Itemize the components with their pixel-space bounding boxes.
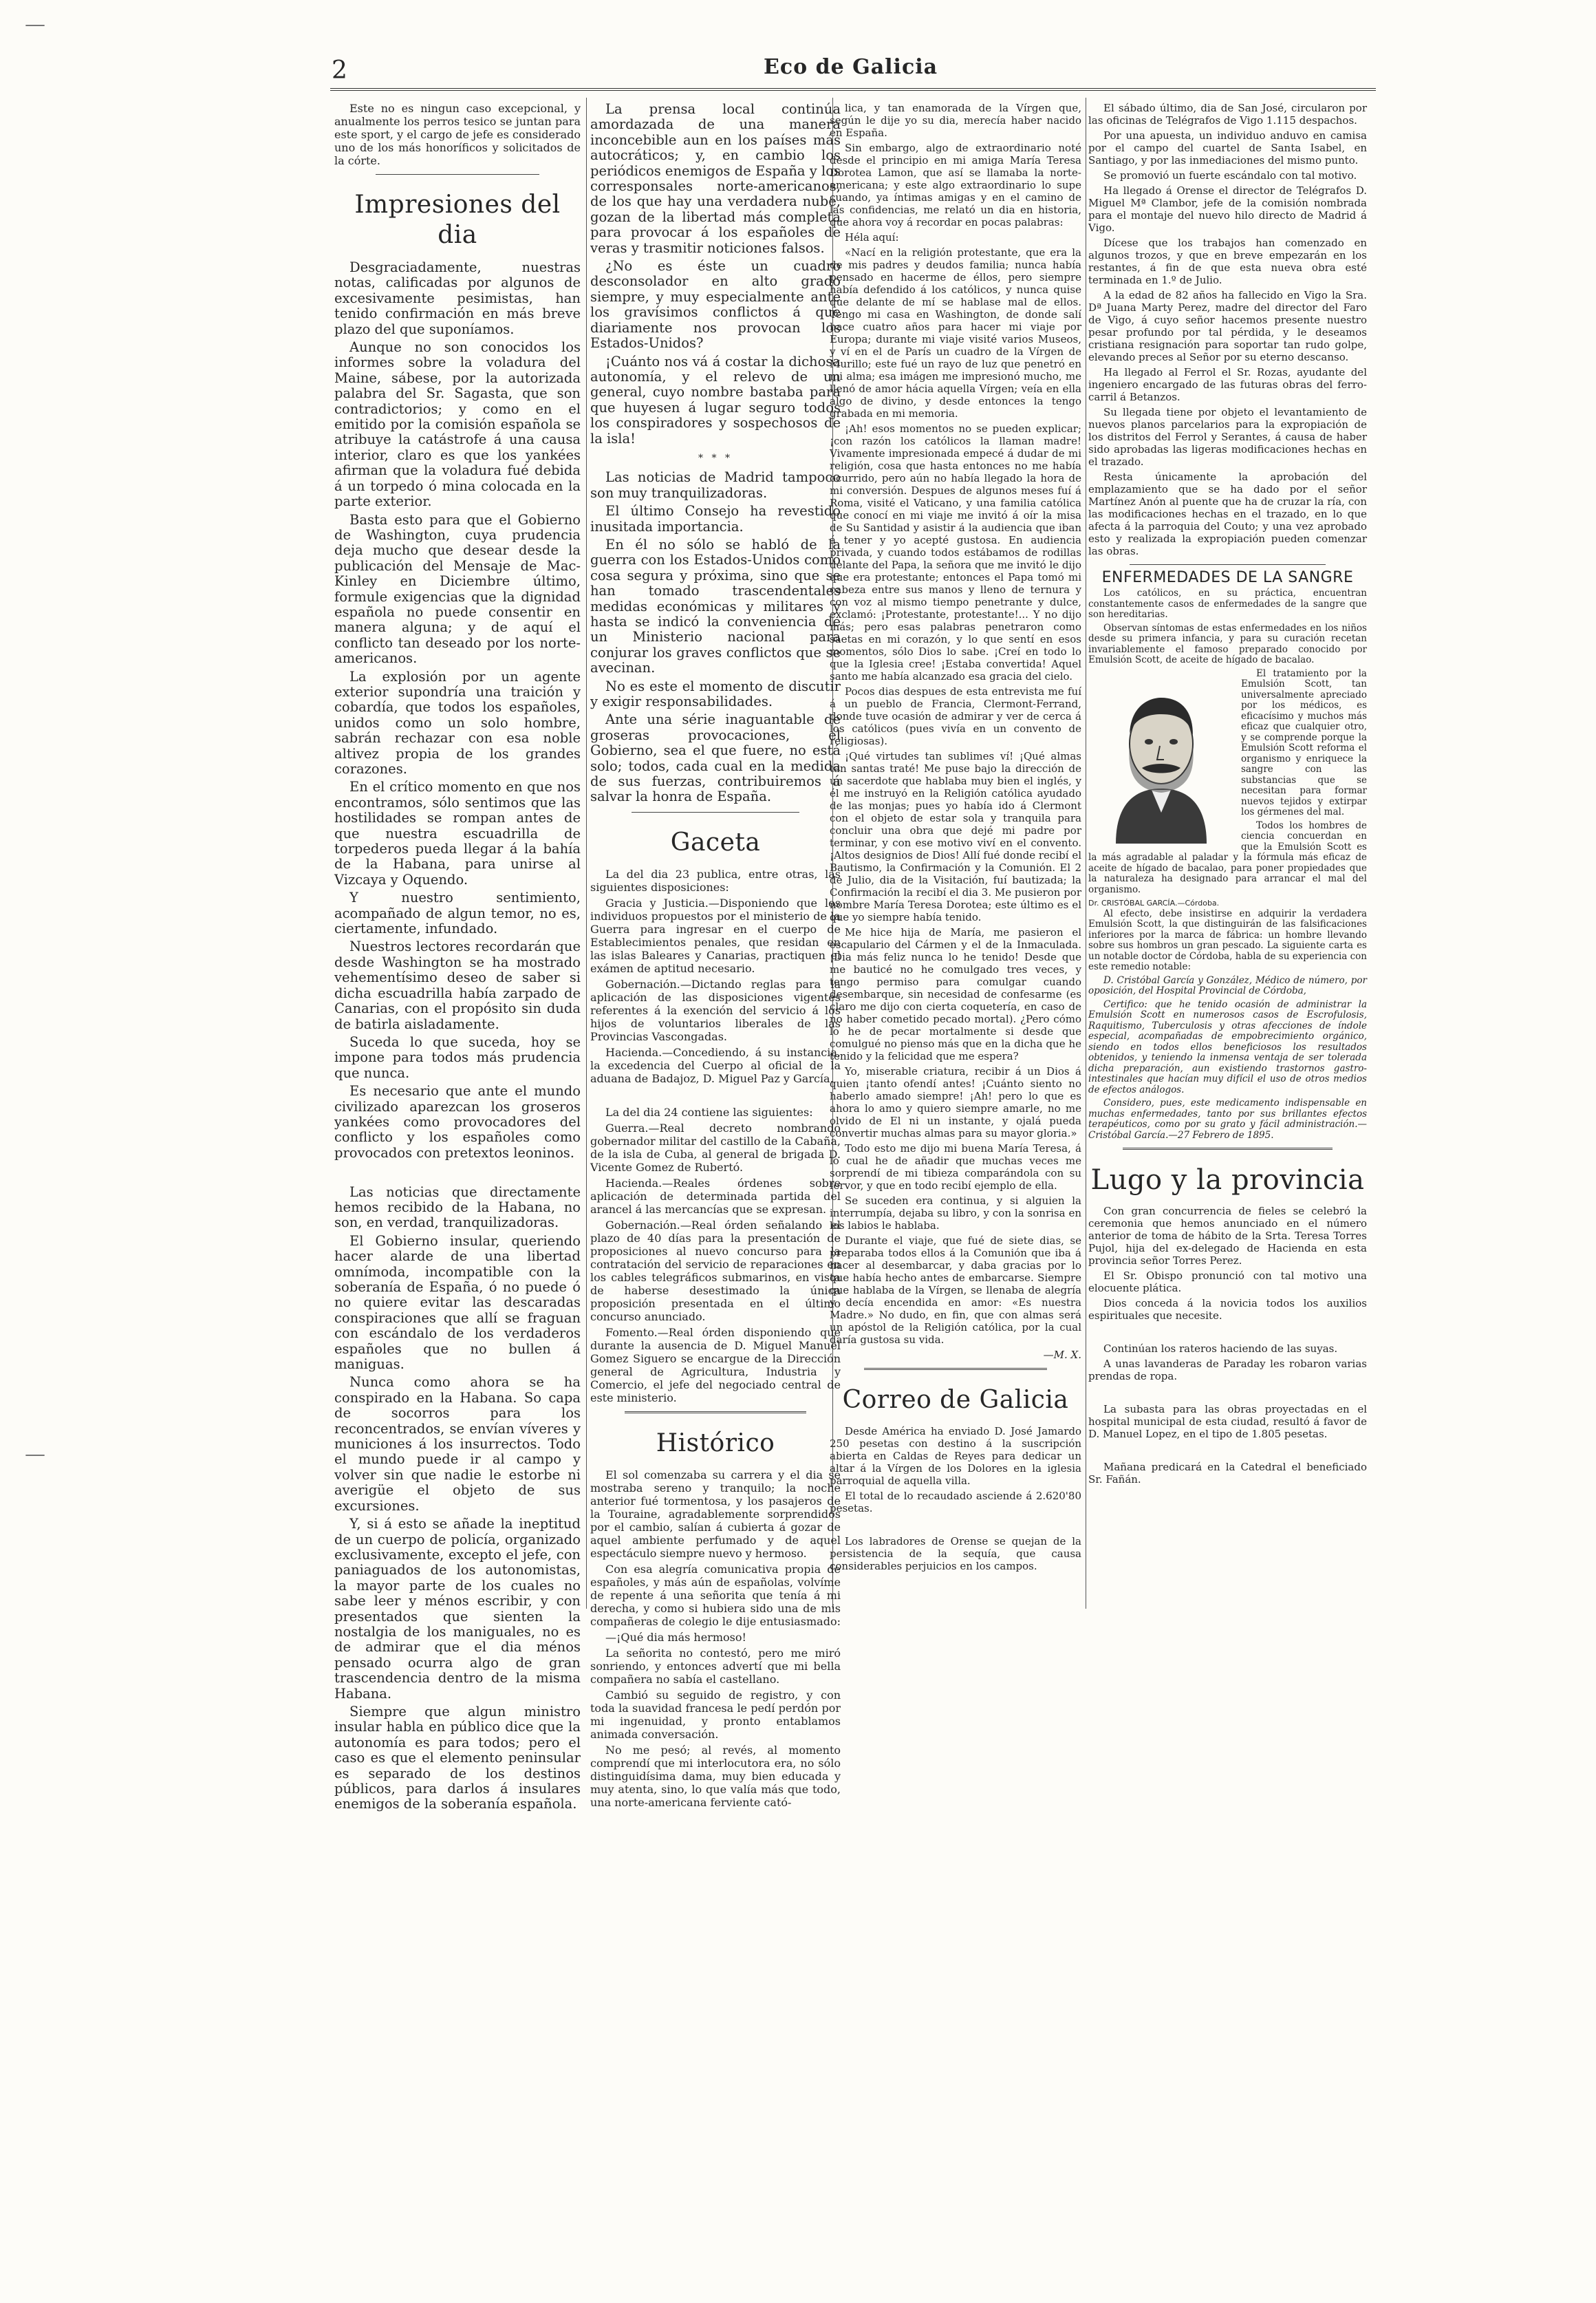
story-paragraph: Pocos dias despues de esta entrevista me fuí á un pueblo de Francia, Clermont-Ferrand, donde tuve ocasión de admirar y ver de cerca á los católicos (pues vivía en un convento de religiosas). — [830, 685, 1081, 747]
story-paragraph: Yo, miserable criatura, recibir á un Dios á quien ¡tanto ofendí antes! ¡Cuánto siento no haberlo amado siempre! ¡Ah! pero lo que es ahora lo amo y quiero siempre amarle, no me olvido de El ni un instante, y ojalá pueda convertir muchas almas para su mayor gloria.» — [830, 1065, 1081, 1139]
news-paragraph: Ha llegado al Ferrol el Sr. Rozas, ayudante del ingeniero encargado de las futuras obras del ferro-carril á Betanzos. — [1088, 366, 1367, 403]
correo-paragraph: Desde América ha enviado D. José Jamardo 250 pesetas con destino á la suscripción abierta en Caldas de Reyes para dedicar un altar á la Vírgen de los Dolores en la iglesia parroquial de aquella villa. — [830, 1425, 1081, 1487]
section-rule — [1123, 1148, 1333, 1150]
intro-paragraph: Este no es ningun caso excepcional, y anualmente los perros tesico se juntan para este sport, y el cargo de jefe es considerado uno de los más honoríficos y solicitados de la córte. — [334, 102, 581, 167]
correo-paragraph: El total de lo recaudado asciende á 2.620'80 pesetas. — [830, 1490, 1081, 1514]
article-paragraph: Aunque no son conocidos los informes sobre la voladura del Maine, sábese, por la autorizada palabra del Sr. Sagasta, que son contradictorios; y como en el emitido por la comisión española se atribuye la catástrofe á una causa interior, claro es que los yankées afirman que la voladura fué debida á un torpedo ó mina colocada en la parte exterior. — [334, 339, 581, 510]
article-paragraph: El último Consejo ha revestido inusitada importancia. — [590, 503, 841, 535]
article-paragraph: Ante una série inaguantable de groseras provocaciones, el Gobierno, sea el que fuere, no está solo; todos, cada cual en la medida de sus fuerzas, contribuiremos á salvar la honra de España. — [590, 711, 841, 805]
news-paragraph: Dícese que los trabajos han comenzado en algunos trozos, y que en breve empezarán en los restantes, á fin de que esta nueva obra esté terminada en 1.º de Julio. — [1088, 237, 1367, 286]
article-paragraph: Es necesario que ante el mundo civilizado aparezcan los groseros yankées como provocadores del conflicto y los españoles como provocados con pretextos leoninos. — [334, 1083, 581, 1161]
historico-block — [590, 1468, 841, 1809]
lugo-paragraph: Dios conceda á la novicia todos los auxilios espirituales que necesite. — [1088, 1297, 1367, 1322]
separator — [830, 1519, 1081, 1531]
stars-separator: * * * — [698, 452, 733, 464]
lugo-paragraph: A unas lavanderas de Paraday les robaron varias prendas de ropa. — [1088, 1358, 1367, 1382]
margin-mark-bottom: — — [25, 1442, 45, 1466]
historico-paragraph: Cambió su seguido de registro, y con toda la suavidad francesa le pedí perdón por mi ingenuidad, y pronto entablamos animada conversación. — [590, 1688, 841, 1741]
article-paragraph: Y, si á esto se añade la ineptitud de un cuerpo de policía, organizado exclusivamente, excepto el jefe, con paniaguados de los autonomistas, la mayor parte de los cuales no sabe leer y ménos escribir, y con presentados que sienten la nostalgia de los maniguales, no es de admirar que el dia ménos pensado ocurra algo de gran trascendencia dentro de la misma Habana. — [334, 1516, 581, 1702]
lugo-paragraph: El Sr. Obispo pronunció con tal motivo una elocuente plática. — [1088, 1270, 1367, 1294]
section-title-historico: Histórico — [656, 1428, 775, 1457]
story-paragraph: Todo esto me dijo mi buena María Teresa, á lo cual he de añadir que muchas veces me sorprendí de mi tibieza comparándola con su fervor, y que en todo recibí ejemplo de ella. — [830, 1142, 1081, 1192]
separator — [1088, 1386, 1367, 1399]
gaceta-paragraph: Hacienda.—Reales órdenes sobre aplicación de determinada partida del arancel á las mercancías que se expresan. — [590, 1176, 841, 1216]
ad-block — [1088, 588, 1367, 1141]
gaceta-block — [590, 868, 841, 1404]
article-paragraph: La explosión por un agente exterior supondría una traición y cobardía, que todos los españoles, unidos como un solo hombre, sabrán rechazar con esa noble altivez propia de los grandes corazones. — [334, 668, 581, 777]
ad-paragraph: Los católicos, en su práctica, encuentran constantemente casos de enfermedades de la sangre que son hereditarias. — [1088, 588, 1367, 620]
gaceta-paragraph: Gracia y Justicia.—Disponiendo que los individuos propuestos por el ministerio de la Guerra para ingresar en el cuerpo de Establecimientos penales, que residan en las islas Baleares y Canarias, practiquen el exámen de aptitud necesario. — [590, 896, 841, 975]
section-rule — [864, 1368, 1047, 1370]
section-title-lugo: Lugo y la provincia — [1090, 1164, 1365, 1196]
masthead: Eco de Galicia — [764, 55, 938, 79]
column-divider-1 — [586, 98, 587, 1609]
gaceta-paragraph: Guerra.—Real decreto nombrando gobernador militar del castillo de la Cabaña, de la isla de Cuba, al general de brigada D. Vicente Gomez de Rubertó. — [590, 1121, 841, 1174]
article-paragraph: Las noticias que directamente hemos recibido de la Habana, no son, en verdad, tranquilizadoras. — [334, 1183, 581, 1231]
lugo-paragraph: La subasta para las obras proyectadas en el hospital municipal de esta ciudad, resultó á favor de D. Manuel Lopez, en el tipo de 1.805 pesetas. — [1088, 1403, 1367, 1440]
ad-paragraph: El tratamiento por la Emulsión Scott, tan universalmente apreciado por los médicos, es eficacísimo y muchos más eficaz que cualquier otro, y se comprende porque la Emulsión Scott reforma el organismo y enriquece la sangre con las substancias que se necesitan para formar nuevos tejidos y extirpar los gérmenes del mal. — [1241, 667, 1367, 817]
section-rule — [632, 812, 799, 813]
story-paragraph: Durante el viaje, que fué de siete dias, se preparaba todos ellos á la Comunión que iba á hacer al desembarcar, y daba gracias por lo que había hecho antes de embarcarse. Siempre que hablaba de la Vírgen, se llenaba de alegría y decía encendida en amor: «Es nuestra Madre.» No dudo, en fin, que con almas será un apóstol de la Religión católica, por la cual daría gustosa su vida. — [830, 1234, 1081, 1346]
ad-title: ENFERMEDADES DE LA SANGRE — [1101, 569, 1354, 586]
column-2 — [590, 101, 841, 1809]
article-paragraph: Siempre que algun ministro insular habla en público dice que la autonomía es para todos; pero el caso es que el elemento peninsular es separado de los destinos públicos, para darlos á insulares enemigos de la soberanía española. — [334, 1703, 581, 1812]
historico-paragraph: Con esa alegría comunicativa propia de españoles, y más aún de españolas, volvíme de repente á una señorita que tenía á mi derecha, y como si hubiera sido una de mis compañeras de colegio le dije entusiasmado: — [590, 1562, 841, 1628]
story-paragraph: Me hice hija de María, me pasieron el escapulario del Cármen y el de la Inmaculada. ¡Dia más feliz nunca lo he tenido! Desde que me bauticé no he comulgado tres veces, y tengo permiso para comulgar cuando desembarque, sin necesidad de confesarme (es claro me dijo con cierta coquetería, en caso de no haber cometido pecado mortal). ¿Pero cómo lo he de pecar mortalmente si desde que comulgué no pienso más que en la dicha que he tenido y la felicidad que me espera? — [830, 926, 1081, 1062]
article-paragraph: Nunca como ahora se ha conspirado en la Habana. So capa de socorros para los reconcentrados, se envían víveres y municiones á los insurrectos. Todo el mundo puede ir al campo y volver sin que nadie le estorbe ni averigüe el objeto de sus excursiones. — [334, 1374, 581, 1514]
separator — [334, 1165, 581, 1180]
article-paragraph: No es este el momento de discutir y exigir responsabilidades. — [590, 678, 841, 710]
story-paragraph: «Nací en la religión protestante, que era la de mis padres y deudos familia; nunca había pensado en hacerme de éllos, pero siempre había defendido á los católicos, y nunca quise que delante de mí se hablase mal de ellos. Tengo mi casa en Washington, de donde salí hace cuatro años para hacer mi viaje por Europa; durante mi viaje visité varios Museos, y ví en el de París un cuadro de la Vírgen de Murillo; este fué un rayo de luz que penetró en mi alma; esa imágen me impresionó mucho, me llenó de amor hácia aquella Vírgen; veía en ella algo de divino, y desde entonces la tengo grabada en mi memoria. — [830, 246, 1081, 420]
portrait-caption: Dr. CRISTÓBAL GARCÍA.—Córdoba. — [1088, 899, 1220, 908]
news-paragraph: El sábado último, dia de San José, circularon por las oficinas de Telégrafos de Vigo 1.115 despachos. — [1088, 102, 1367, 127]
article-paragraph: El Gobierno insular, queriendo hacer alarde de una libertad omnímoda, incompatible con la soberanía de España, ó no puede ó no quiere evitar las descaradas conspiraciones que allí se fraguan con escándalo de los verdaderos españoles que no bullen á maniguas. — [334, 1232, 581, 1373]
story-paragraph: ¡Ah! esos momentos no se pueden explicar; ¡con razón los católicos la llaman madre! Vivamente impresionada empecé á dudar de mi religión, cosa que hasta entonces no me había ocurrido, pero aún no había llegado la hora de mi conversión. Despues de algunos meses fuí á Roma, visité el Vaticano, y una familia católica que conocí en mi viaje me invitó á oír la misa de Su Santidad y asistir á la audiencia que iban á tener y yo acepté gustosa. En audiencia privada, y cuando todos estábamos de rodillas delante del Papa, la señora que me invitó le dijo que era protestante; entonces el Papa tomó mi cabeza entre sus manos y lleno de ternura y con voz al mismo tiempo penetrante y dulce, exclamó: ¡Protestante, protestante!... Y no dijo más; pero esas palabras penetraron como saetas en mi corazón, y lo que sentí en esos momentos, sólo Dios lo sabe. ¡Creí en todo lo que la Iglesia cree! ¡Estaba convertida! Aquel santo me había alcanzado esa gracia del cielo. — [830, 422, 1081, 683]
gaceta-paragraph: Gobernación.—Real órden señalando el plazo de 40 días para la presentación de proposiciones al nuevo concurso para la contratación del servicio de reparaciones en los cables telegráficos submarinos, en vista de haberse desestimado la única proposición presentada en el último concurso anunciado. — [590, 1218, 841, 1323]
story-paragraph: lica, y tan enamorada de la Vírgen que, según le dije yo su dia, merecía haber nacido en España. — [830, 102, 1081, 139]
page-number: 2 — [332, 56, 347, 85]
section-title-gaceta: Gaceta — [670, 828, 761, 857]
story-signature: —M. X. — [1043, 1349, 1081, 1361]
gaceta-paragraph: La del dia 23 publica, entre otras, las siguientes disposiciones: — [590, 867, 841, 894]
historico-paragraph: La señorita no contestó, pero me miró sonriendo, y entonces advertí que mi bella compañera no sabía el castellano. — [590, 1646, 841, 1686]
article-paragraph: ¿No es éste un cuadro desconsolador en alto grado siempre, y muy especialmente ante los gravísimos conflictos á que diariamente nos provocan los Estados-Unidos? — [590, 258, 841, 352]
historico-paragraph: No me pesó; al revés, al momento comprendí que mi interlocutora era, no sólo distinguidísima dama, muy bien educada y muy atenta, sino, lo que valía más que todo, una norte-americana ferviente cató- — [590, 1743, 841, 1809]
story-paragraph: ¡Qué virtudes tan sublimes ví! ¡Qué almas tan santas traté! Me puse bajo la dirección de un sacerdote que hablaba muy bien el inglés, y él me instruyó en la Religión católica ayudado de las monjas; pues yo había ido á Clermont con el objeto de estar sola y tranquila para concluir una obra que dejé mi padre por terminar, y con ese motivo viví en el convento. ¡Altos designios de Dios! Allí fué donde recibí el Bautismo, la Confirmación y la Comunión. El 2 de Julio, dia de la Visitación, fuí bautizada; la Confirmación la recibí el dia 3. Me pusieron por nombre María Teresa Dorotea; este último es el que yo siempre había tenido. — [830, 750, 1081, 923]
separator — [1088, 1444, 1367, 1457]
margin-mark-top: — — [25, 12, 45, 36]
lugo-paragraph: Continúan los rateros haciendo de las suyas. — [1103, 1342, 1338, 1355]
gaceta-paragraph: Gobernación.—Dictando reglas para la aplicación de las disposiciones vigentes referentes á la exención del servicio á los hijos de voluntarios liberales de las Provincias Vascongadas. — [590, 977, 841, 1043]
news-paragraph: Resta únicamente la aprobación del emplazamiento que se ha dado por el señor Martínez Anón al puente que ha de cruzar la ría, con las modificaciones hechas en el trazado, en lo que afecta á la parroquia del Couto; y una vez aprobado esto y realizada la expropiación pueden comenzar las obras. — [1088, 471, 1367, 557]
header-rule — [330, 88, 1376, 91]
story-paragraph: Héla aquí: — [845, 231, 899, 244]
lugo-paragraph: Mañana predicará en la Catedral el beneficiado Sr. Fañán. — [1088, 1461, 1367, 1486]
article-paragraph: Suceda lo que suceda, hoy se impone para todos más prudencia que nunca. — [334, 1033, 581, 1081]
separator — [590, 1089, 841, 1102]
gaceta-paragraph: Hacienda.—Concediendo, á su instancia, la excedencia del Cuerpo al oficial de la aduana de Badajoz, D. Miguel Paz y García. — [590, 1045, 841, 1085]
ad-paragraph: Certifico: que he tenido ocasión de administrar la Emulsión Scott en numerosos casos de Escrofulosis, Raquitismo, Tuberculosis y otras afecciones de índole especial, acompañadas de empobrecimiento orgánico, siendo en todos ellos beneficiosos los resultados obtenidos, y teniendo la inmensa ventaja de ser tolerada dicha preparación, aun existiendo trastornos gastro-intestinales que hacían muy difícil el uso de otros medios de efectos análogos. — [1088, 998, 1367, 1095]
gaceta-paragraph: La del dia 24 contiene las siguientes: — [605, 1105, 813, 1119]
section-title-impresiones: Impresiones del dia — [354, 191, 561, 249]
article-paragraph: ¡Cuánto nos vá á costar la dichosa autonomía, y el relevo de un general, cuyo nombre bastaba para que huyesen á lugar seguro todos los conspiradores y sospechosos de la isla! — [590, 353, 841, 447]
gaceta-paragraph: Fomento.—Real órden disponiendo que durante la ausencia de D. Miguel Manuel Gomez Siguero se encargue de la Dirección general de Agricultura, Industria y Comercio, el jefe del negociado central de este ministerio. — [590, 1325, 841, 1404]
column-4 — [1088, 102, 1367, 1610]
historico-paragraph: —¡Qué dia más hermoso! — [605, 1630, 746, 1644]
article-paragraph: Las noticias de Madrid tampoco son muy tranquilizadoras. — [590, 469, 841, 501]
article-paragraph: Basta esto para que el Gobierno de Washington, cuya prudencia deja mucho que desear desde la publicación del Mensaje de Mac-Kinley en Diciembre último, formule exigencias que la dignidad española no puede consentir en manera alguna; y de aquí el conflicto tan deseado por los norte-americanos. — [334, 511, 581, 667]
column-1 — [334, 102, 581, 1812]
news-paragraph: Su llegada tiene por objeto el levantamiento de nuevos planos parcelarios para la expropiación de los distritos del Ferrol y Serantes, á causa de haber sido aprobadas las ligeras modificaciones hechas en el trazado. — [1088, 406, 1367, 468]
ad-paragraph: D. Cristóbal García y González, Médico de número, por oposición, del Hospital Provincial de Córdoba, — [1088, 974, 1367, 996]
section-rule — [625, 1411, 806, 1413]
article-paragraph: Y nuestro sentimiento, acompañado de algun temor, no es, ciertamente, infundado. — [334, 890, 581, 937]
article-paragraph: Desgraciadamente, nuestras notas, calificadas por algunos de excesivamente pesimistas, han tenido confirmación en más breve plazo del que suponíamos. — [334, 259, 581, 337]
ad-paragraph: Todos los hombres de ciencia concuerdan en que la Emulsión Scott es la más agradable al paladar y la fórmula más eficaz de aceite de hígado de bacalao, para poner propiedades que la naturaleza ha designado para arrancar el mal del organismo. — [1088, 820, 1367, 895]
historico-paragraph: El sol comenzaba su carrera y el dia se mostraba sereno y tranquilo; la noche anterior fué tormentosa, y los pasajeros de la Touraine, agradablemente sorprendidos por el cambio, salían á cubierta á gozar de aquel ambiente perfumado y de aquel espectáculo siempre nuevo y hermoso. — [590, 1468, 841, 1560]
ad-paragraph: Considero, pues, este medicamento indispensable en muchas enfermedades, tanto por sus brillantes efectos terapéuticos, como por su grato y fácil administración.—Cristóbal García.—27 Febrero de 1895. — [1088, 1097, 1367, 1141]
ad-rule — [1130, 564, 1326, 565]
news-paragraph: A la edad de 82 años ha fallecido en Vigo la Sra. Dª Juana Marty Perez, madre del director del Faro de Vigo, á cuyo señor hacemos presente nuestro pesar profundo por tal pérdida, y le deseamos cristiana resignación para soportar tan rudo golpe, elevando preces al Señor por su eterno descanso. — [1088, 289, 1367, 363]
news-paragraph: Ha llegado á Orense el director de Telégrafos D. Miguel Mª Clambor, jefe de la comisión nombrada para el montaje del nuevo hilo directo de Madrid á Vigo. — [1088, 184, 1367, 234]
lugo-paragraph: Con gran concurrencia de fieles se celebró la ceremonia que hemos anunciado en el número anterior de toma de hábito de la Srta. Teresa Torres Pujol, hija del ex-delegado de Hacienda en esta provincia señor Torres Perez. — [1088, 1205, 1367, 1267]
column-3 — [830, 102, 1081, 1599]
section-title-correo: Correo de Galicia — [842, 1386, 1069, 1414]
correo-paragraph: Los labradores de Orense se quejan de la persistencia de la sequía, que causa considerables perjuicios en los campos. — [830, 1535, 1081, 1572]
story-paragraph: Sin embargo, algo de extraordinario noté desde el principio en mi amiga María Teresa Dorotea Lamon, que así se llamaba la norte-americana; y este algo extraordinario lo supe cuando, ya íntimas amigas y en el camino de las confidencias, me relató un dia en historia, que ahora voy á recordar en pocas palabras: — [830, 142, 1081, 228]
article-paragraph: Nuestros lectores recordarán que desde Washington se ha mostrado vehementísimo deseo de saber si dicha escuadrilla había zarpado de Canarias, con el propósito sin duda de batirla aisladamente. — [334, 939, 581, 1032]
doctor-portrait — [1088, 672, 1234, 844]
ad-paragraph: Al efecto, debe insistirse en adquirir la verdadera Emulsión Scott, la que distinguirán de las falsificaciones inferiores por la marca de fábrica: un hombre llevando sobre sus hombros un gran pescado. La siguiente carta es un notable doctor de Córdoba, habla de su experiencia con este remedio notable: — [1088, 908, 1367, 972]
story-paragraph: Se suceden era continua, y si alguien la interrumpía, dejaba su libro, y con la sonrisa en los labios le hablaba. — [830, 1195, 1081, 1232]
separator — [1088, 1326, 1367, 1338]
ad-paragraph: Observan síntomas de estas enfermedades en los niños desde su primera infancia, y para su curación recetan invariablemente el famoso preparado conocido por Emulsión Scott, de aceite de hígado de bacalao. — [1088, 622, 1367, 665]
article-paragraph: En el crítico momento en que nos encontramos, sólo sentimos que las hostilidades se rompan antes de que nuestra escuadrilla de torpederos pueda llegar á la bahía de la Habana, para unirse al Vizcaya y Oquendo. — [334, 779, 581, 888]
news-paragraph: Se promovió un fuerte escándalo con tal motivo. — [1103, 169, 1357, 182]
section-rule — [376, 174, 539, 175]
article-paragraph: En él no sólo se habló de la guerra con los Estados-Unidos como cosa segura y próxima, sino que se han tomado trascendentales medidas económicas y militares y hasta se indicó la conveniencia de un Ministerio nacional para conjurar los graves conflictos que se avecinan. — [590, 536, 841, 676]
news-paragraph: Por una apuesta, un individuo anduvo en camisa por el campo del cuartel de Santa Isabel, en Santiago, y por las inmediaciones del mismo punto. — [1088, 129, 1367, 167]
article-paragraph: La prensa local continúa amordazada de una manera inconcebible aun en los países más autocráticos; y, en cambio los periódicos enemigos de España y los corresponsales norte-americanos, de los que hay una verdadera nube, gozan de la libertad más completa para provocar á los españoles de veras y trasmitir noticiones falsos. — [590, 101, 841, 256]
